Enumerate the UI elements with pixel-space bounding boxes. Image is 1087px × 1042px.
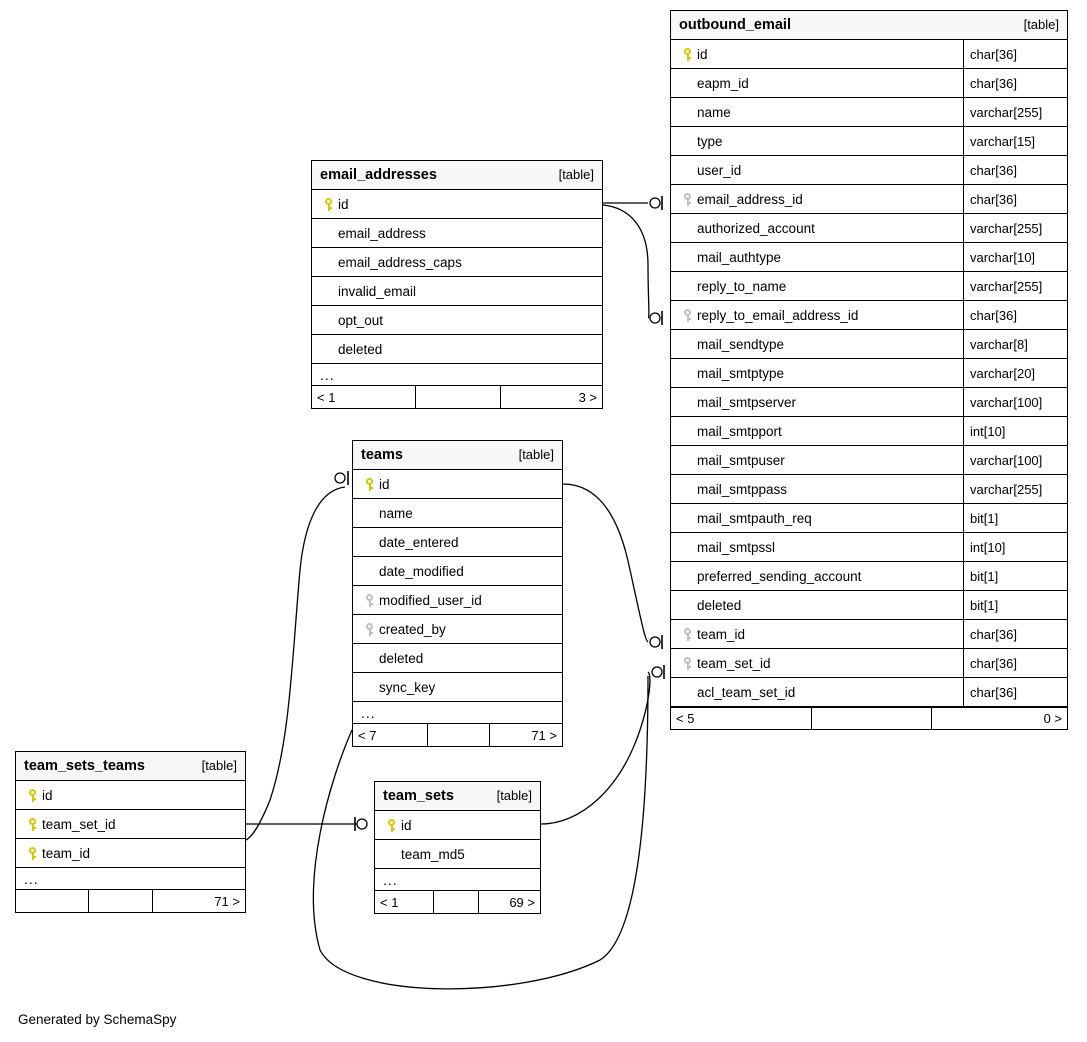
column-type: varchar[10] <box>963 243 1067 271</box>
column-type: varchar[255] <box>963 98 1067 126</box>
table-tag: [table] <box>201 758 237 773</box>
footer-middle <box>415 386 500 408</box>
table-header <box>671 11 1067 40</box>
column-type: varchar[20] <box>963 359 1067 387</box>
column-type: char[36] <box>963 69 1067 97</box>
table-title: email_addresses <box>320 166 437 183</box>
table-row[interactable] <box>671 649 1067 678</box>
footer-children[interactable]: 71 > <box>152 890 245 912</box>
column-name-cell <box>312 313 602 328</box>
column-name-cell <box>353 564 562 579</box>
table-row[interactable] <box>671 562 1067 591</box>
column-name-cell <box>16 817 245 832</box>
primary-key-icon <box>383 819 399 832</box>
column-type: char[36] <box>963 678 1067 706</box>
generated-by-credit: Generated by SchemaSpy <box>18 1012 177 1027</box>
table-row[interactable] <box>671 504 1067 533</box>
column-label: user_id <box>697 162 742 178</box>
column-label: id <box>697 46 708 62</box>
column-type: varchar[255] <box>963 475 1067 503</box>
column-label: authorized_account <box>697 220 815 236</box>
column-type: char[36] <box>963 301 1067 329</box>
table-row[interactable] <box>312 306 602 335</box>
primary-key-icon <box>24 789 40 802</box>
column-name-cell <box>671 47 963 62</box>
foreign-key-icon <box>361 594 377 607</box>
table-row[interactable] <box>671 301 1067 330</box>
column-label: email_address_caps <box>338 254 462 270</box>
column-label: invalid_email <box>338 283 417 299</box>
footer-middle <box>433 891 478 913</box>
table-row[interactable] <box>671 417 1067 446</box>
column-label: mail_smtpssl <box>697 539 776 555</box>
column-name-cell <box>671 337 963 352</box>
column-label: id <box>401 817 412 833</box>
table-row[interactable] <box>671 127 1067 156</box>
column-name-cell <box>312 255 602 270</box>
column-type: char[36] <box>963 40 1067 68</box>
table-team_sets_teams[interactable] <box>15 751 246 913</box>
foreign-key-icon <box>361 623 377 636</box>
more-columns-indicator: ... <box>375 869 540 891</box>
table-title: team_sets_teams <box>24 757 145 774</box>
table-row[interactable] <box>312 248 602 277</box>
column-label: team_set_id <box>42 816 116 832</box>
table-row[interactable] <box>671 156 1067 185</box>
table-row[interactable] <box>16 839 245 868</box>
table-email_addresses[interactable] <box>311 160 603 409</box>
table-row[interactable] <box>353 528 562 557</box>
column-label: id <box>379 476 390 492</box>
table-row[interactable] <box>671 359 1067 388</box>
table-row[interactable] <box>312 277 602 306</box>
column-label: team_set_id <box>697 655 771 671</box>
table-row[interactable] <box>353 615 562 644</box>
table-row[interactable] <box>671 214 1067 243</box>
table-tag: [table] <box>558 167 594 182</box>
column-type: bit[1] <box>963 591 1067 619</box>
table-row[interactable] <box>16 810 245 839</box>
column-name-cell <box>353 506 562 521</box>
column-label: name <box>379 505 413 521</box>
column-label: eapm_id <box>697 75 749 91</box>
column-name-cell <box>353 680 562 695</box>
table-teams[interactable] <box>352 440 563 747</box>
column-label: date_entered <box>379 534 459 550</box>
table-tag: [table] <box>518 447 554 462</box>
column-name-cell <box>671 250 963 265</box>
column-label: deleted <box>379 650 424 666</box>
table-header <box>312 161 602 190</box>
column-name-cell <box>671 424 963 439</box>
table-row[interactable] <box>671 591 1067 620</box>
column-label: reply_to_email_address_id <box>697 307 859 323</box>
column-type: varchar[255] <box>963 214 1067 242</box>
foreign-key-icon <box>679 193 695 206</box>
footer-parents[interactable]: < 1 <box>380 894 399 910</box>
column-name-cell <box>671 685 963 700</box>
column-name-cell <box>671 308 963 323</box>
column-label: email_address_id <box>697 191 803 207</box>
table-row[interactable] <box>375 811 540 840</box>
column-name-cell <box>353 651 562 666</box>
table-row[interactable] <box>671 272 1067 301</box>
footer-children[interactable]: 71 > <box>489 724 562 746</box>
footer-middle <box>811 708 931 729</box>
column-name-cell <box>671 656 963 671</box>
column-label: name <box>697 104 731 120</box>
column-type: char[36] <box>963 620 1067 648</box>
primary-key-icon <box>679 48 695 61</box>
column-name-cell <box>671 598 963 613</box>
column-label: mail_smtptype <box>697 365 785 381</box>
footer-children[interactable]: 3 > <box>500 386 602 408</box>
table-title: outbound_email <box>679 16 791 33</box>
column-label: mail_smtppass <box>697 481 788 497</box>
column-type: char[36] <box>963 156 1067 184</box>
column-name-cell <box>671 569 963 584</box>
column-name-cell <box>375 818 540 833</box>
column-name-cell <box>671 192 963 207</box>
table-row[interactable] <box>671 40 1067 69</box>
column-type: char[36] <box>963 185 1067 213</box>
table-row[interactable] <box>353 586 562 615</box>
table-footer <box>312 386 602 408</box>
column-name-cell <box>16 788 245 803</box>
column-label: mail_smtpport <box>697 423 782 439</box>
table-row[interactable] <box>671 243 1067 272</box>
column-name-cell <box>671 279 963 294</box>
column-name-cell <box>671 482 963 497</box>
column-name-cell <box>16 846 245 861</box>
footer-children[interactable]: 69 > <box>478 891 540 913</box>
table-tag: [table] <box>496 788 532 803</box>
table-row[interactable] <box>671 69 1067 98</box>
column-label: deleted <box>338 341 383 357</box>
more-columns-indicator: ... <box>353 702 562 724</box>
table-row[interactable] <box>671 185 1067 214</box>
table-row[interactable] <box>353 557 562 586</box>
column-name-cell <box>353 535 562 550</box>
footer-parents[interactable]: < 5 <box>676 711 695 726</box>
column-label: preferred_sending_account <box>697 568 862 584</box>
column-label: opt_out <box>338 312 384 328</box>
footer-parents[interactable] <box>16 890 88 912</box>
column-label: id <box>338 196 349 212</box>
column-name-cell <box>353 593 562 608</box>
table-row[interactable] <box>375 840 540 869</box>
footer-parents[interactable]: < 1 <box>317 389 336 405</box>
column-name-cell <box>312 197 602 212</box>
table-footer <box>16 890 245 912</box>
table-row[interactable] <box>312 335 602 364</box>
footer-middle <box>88 890 152 912</box>
column-label: mail_smtpuser <box>697 452 785 468</box>
column-name-cell <box>671 395 963 410</box>
column-name-cell <box>671 221 963 236</box>
column-label: team_id <box>42 845 91 861</box>
column-type: varchar[15] <box>963 127 1067 155</box>
column-label: sync_key <box>379 679 436 695</box>
table-footer <box>353 724 562 746</box>
column-name-cell <box>671 163 963 178</box>
column-name-cell <box>353 622 562 637</box>
table-footer <box>671 707 1067 729</box>
footer-parents[interactable]: < 7 <box>358 727 377 743</box>
table-row[interactable] <box>353 673 562 702</box>
column-label: reply_to_name <box>697 278 787 294</box>
table-team_sets[interactable] <box>374 781 541 914</box>
table-row[interactable] <box>312 219 602 248</box>
table-header <box>16 752 245 781</box>
table-row[interactable] <box>671 475 1067 504</box>
foreign-key-icon <box>679 657 695 670</box>
column-name-cell <box>671 453 963 468</box>
table-header <box>375 782 540 811</box>
table-row[interactable] <box>671 388 1067 417</box>
primary-key-icon <box>320 198 336 211</box>
column-label: acl_team_set_id <box>697 684 796 700</box>
table-row[interactable] <box>671 678 1067 707</box>
column-name-cell <box>312 342 602 357</box>
column-name-cell <box>353 477 562 492</box>
table-row[interactable] <box>312 190 602 219</box>
table-row[interactable] <box>671 98 1067 127</box>
column-type: bit[1] <box>963 504 1067 532</box>
column-label: mail_authtype <box>697 249 782 265</box>
table-header <box>353 441 562 470</box>
column-label: date_modified <box>379 563 464 579</box>
column-label: deleted <box>697 597 742 613</box>
more-columns-indicator: ... <box>312 364 602 386</box>
table-row[interactable] <box>353 470 562 499</box>
column-name-cell <box>671 540 963 555</box>
foreign-key-icon <box>679 628 695 641</box>
column-name-cell <box>312 284 602 299</box>
table-row[interactable] <box>16 781 245 810</box>
column-name-cell <box>375 847 540 862</box>
column-label: team_id <box>697 626 746 642</box>
column-label: modified_user_id <box>379 592 482 608</box>
primary-key-icon <box>361 478 377 491</box>
table-row[interactable] <box>671 620 1067 649</box>
table-row[interactable] <box>671 533 1067 562</box>
more-columns-indicator: ... <box>16 868 245 890</box>
footer-children[interactable]: 0 > <box>931 708 1067 729</box>
column-type: varchar[100] <box>963 446 1067 474</box>
column-type: varchar[8] <box>963 330 1067 358</box>
column-label: team_md5 <box>401 846 465 862</box>
column-label: mail_smtpserver <box>697 394 797 410</box>
column-name-cell <box>671 627 963 642</box>
column-label: mail_sendtype <box>697 336 785 352</box>
column-label: id <box>42 787 53 803</box>
table-title: team_sets <box>383 787 454 804</box>
table-row[interactable] <box>353 499 562 528</box>
column-label: mail_smtpauth_req <box>697 510 812 526</box>
column-type: int[10] <box>963 533 1067 561</box>
table-footer <box>375 891 540 913</box>
footer-middle <box>427 724 489 746</box>
primary-key-icon <box>24 847 40 860</box>
table-outbound_email[interactable] <box>670 10 1068 730</box>
table-row[interactable] <box>671 330 1067 359</box>
table-row[interactable] <box>671 446 1067 475</box>
column-label: created_by <box>379 621 446 637</box>
table-title: teams <box>361 446 403 463</box>
primary-key-icon <box>24 818 40 831</box>
column-type: varchar[255] <box>963 272 1067 300</box>
column-label: email_address <box>338 225 426 241</box>
foreign-key-icon <box>679 309 695 322</box>
column-name-cell <box>671 134 963 149</box>
column-type: varchar[100] <box>963 388 1067 416</box>
column-label: type <box>697 133 723 149</box>
column-type: bit[1] <box>963 562 1067 590</box>
table-tag: [table] <box>1023 17 1059 32</box>
column-type: char[36] <box>963 649 1067 677</box>
column-type: int[10] <box>963 417 1067 445</box>
column-name-cell <box>312 226 602 241</box>
column-name-cell <box>671 76 963 91</box>
column-name-cell <box>671 105 963 120</box>
table-row[interactable] <box>353 644 562 673</box>
column-name-cell <box>671 366 963 381</box>
column-name-cell <box>671 511 963 526</box>
